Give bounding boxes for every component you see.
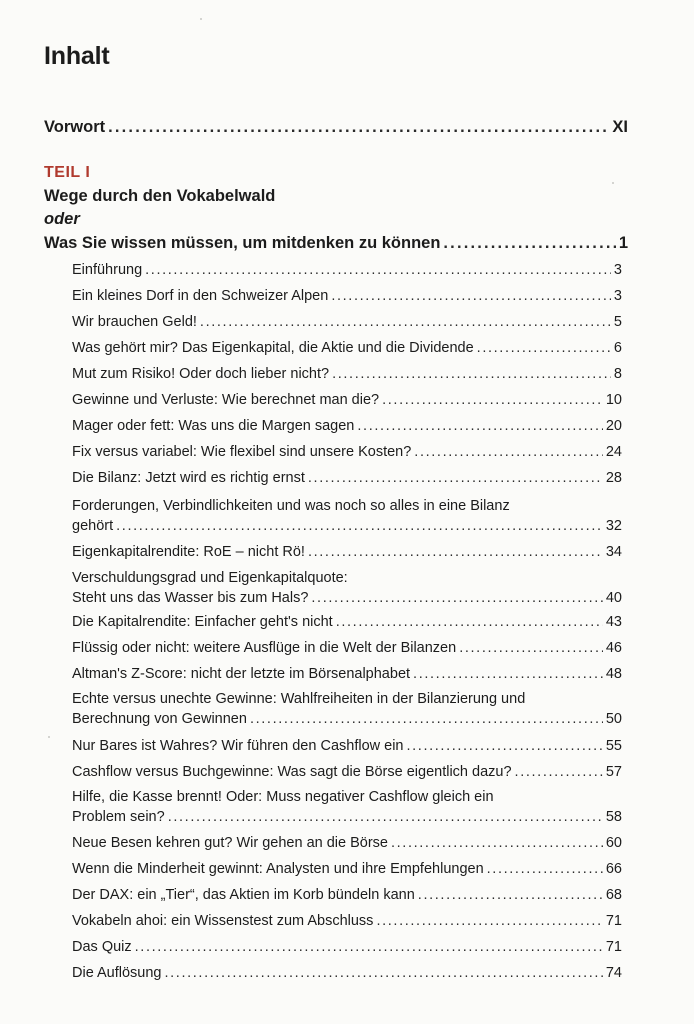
toc-entry-page: 71 [605, 913, 622, 929]
toc-entry [72, 887, 622, 903]
toc-entry-title: Wir brauchen Geld! [72, 314, 197, 330]
toc-entry-page: 66 [605, 861, 622, 877]
toc-entry-page: 60 [605, 835, 622, 851]
toc-entry-page: 3 [613, 288, 622, 304]
toc-entry-page: 68 [605, 887, 622, 903]
leader-dots [376, 913, 602, 929]
toc-entry [72, 809, 622, 825]
part-label: TEIL I [44, 164, 91, 181]
leader-dots [414, 444, 603, 460]
toc-entry-title: Cashflow versus Buchgewinne: Was sagt die Börse eigentlich dazu? [72, 764, 512, 780]
leader-dots [459, 640, 603, 656]
toc-entry [72, 314, 622, 330]
toc-entry-page: 43 [605, 614, 622, 630]
toc-entry-page: 57 [605, 764, 622, 780]
toc-entry-title-line1: Verschuldungsgrad und Eigenkapitalquote: [72, 569, 348, 586]
toc-entry [72, 861, 622, 877]
leader-dots [515, 764, 603, 780]
leader-dots [308, 470, 603, 486]
toc-entry-title: Problem sein? [72, 809, 165, 825]
toc-entry [72, 666, 622, 682]
toc-entry [72, 444, 622, 460]
toc-entry [72, 518, 622, 534]
toc-entry-page: 48 [605, 666, 622, 682]
leader-dots [168, 809, 603, 825]
leader-dots [487, 861, 603, 877]
toc-entry-title: Die Bilanz: Jetzt wird es richtig ernst [72, 470, 305, 486]
toc-entry-title: Gewinne und Verluste: Wie berechnet man die? [72, 392, 380, 408]
leader-dots [477, 340, 611, 356]
toc-entry-part [44, 234, 628, 253]
leader-dots [443, 234, 615, 253]
leader-dots [332, 366, 611, 382]
leader-dots [308, 544, 603, 560]
leader-dots [250, 711, 603, 727]
part-title-line2: oder [44, 210, 80, 228]
toc-entry-page: 55 [605, 738, 622, 754]
toc-entry-title-line1: Echte versus unechte Gewinne: Wahlfreiheiten in der Bilanzierung und [72, 690, 526, 707]
paper-speck [612, 182, 614, 184]
toc-entry [72, 835, 622, 851]
toc-entry-page: 58 [605, 809, 622, 825]
toc-entry-title: Eigenkapitalrendite: RoE – nicht Rö! [72, 544, 305, 560]
toc-entry [72, 418, 622, 434]
toc-entry [72, 544, 622, 560]
leader-dots [164, 965, 602, 981]
leader-dots [200, 314, 611, 330]
toc-entry [72, 965, 622, 981]
toc-entry-page: 1 [618, 234, 628, 252]
toc-entry-title: Altman's Z-Score: nicht der letzte im Börsenalphabet [72, 666, 411, 682]
leader-dots [391, 835, 603, 851]
page-title: Inhalt [44, 42, 110, 70]
toc-entry-page: 71 [605, 939, 622, 955]
toc-entry-page: 10 [605, 392, 622, 408]
leader-dots [311, 590, 602, 606]
toc-entry [72, 913, 622, 929]
toc-entry-page: 50 [605, 711, 622, 727]
toc-entry [72, 939, 622, 955]
toc-entry-page: 40 [605, 590, 622, 606]
toc-entry-page: 20 [605, 418, 622, 434]
toc-entry [72, 711, 622, 727]
toc-entry-title: Nur Bares ist Wahres? Wir führen den Cashflow ein [72, 738, 404, 754]
toc-entry-title: Vokabeln ahoi: ein Wissenstest zum Abschluss [72, 913, 374, 929]
toc-entry-page: XI [612, 118, 628, 136]
toc-entry-page: 24 [605, 444, 622, 460]
leader-dots [331, 288, 611, 304]
part-title-line1: Wege durch den Vokabelwald [44, 187, 276, 205]
toc-entry-title: Was Sie wissen müssen, um mitdenken zu können [44, 234, 441, 252]
toc-entry [72, 590, 622, 606]
toc-entry-title-line1: Forderungen, Verbindlichkeiten und was noch so alles in eine Bilanz [72, 497, 510, 514]
toc-entry-page: 5 [613, 314, 622, 330]
toc-entry-title-line1: Hilfe, die Kasse brennt! Oder: Muss negativer Cashflow gleich ein [72, 788, 494, 805]
toc-entry [72, 392, 622, 408]
toc-entry-title: Neue Besen kehren gut? Wir gehen an die Börse [72, 835, 388, 851]
toc-entry-title: Flüssig oder nicht: weitere Ausflüge in die Welt der Bilanzen [72, 640, 457, 656]
toc-entry [72, 262, 622, 278]
toc-entry-page: 3 [613, 262, 622, 278]
leader-dots [116, 518, 603, 534]
toc-entry-title: Die Auflösung [72, 965, 162, 981]
leader-dots [135, 939, 603, 955]
toc-entry-page: 28 [605, 470, 622, 486]
toc-entry [72, 340, 622, 356]
toc-entry [72, 366, 622, 382]
toc-entry [72, 288, 622, 304]
leader-dots [108, 118, 609, 137]
toc-entry-title: Das Quiz [72, 939, 132, 955]
toc-entry [72, 764, 622, 780]
toc-entry-title: Fix versus variabel: Wie flexibel sind unsere Kosten? [72, 444, 412, 460]
toc-entry [72, 470, 622, 486]
toc-entry-page: 74 [605, 965, 622, 981]
toc-entry [72, 640, 622, 656]
toc-entry-title: Mut zum Risiko! Oder doch lieber nicht? [72, 366, 330, 382]
leader-dots [418, 887, 603, 903]
toc-entry-page: 6 [613, 340, 622, 356]
toc-entry-title: Was gehört mir? Das Eigenkapital, die Aktie und die Dividende [72, 340, 474, 356]
toc-entry-page: 34 [605, 544, 622, 560]
toc-entry-title: Berechnung von Gewinnen [72, 711, 247, 727]
paper-speck [48, 736, 50, 738]
leader-dots [357, 418, 602, 434]
toc-entry-title: Mager oder fett: Was uns die Margen sagen [72, 418, 355, 434]
toc-entry [72, 614, 622, 630]
toc-entry [72, 738, 622, 754]
toc-entry-title: Ein kleines Dorf in den Schweizer Alpen [72, 288, 329, 304]
toc-entry-page: 46 [605, 640, 622, 656]
toc-entry-title: gehört [72, 518, 114, 534]
toc-entry-foreword [44, 118, 628, 137]
toc-entry-page: 32 [605, 518, 622, 534]
toc-entry-title: Die Kapitalrendite: Einfacher geht's nicht [72, 614, 333, 630]
leader-dots [406, 738, 602, 754]
toc-entry-title: Steht uns das Wasser bis zum Hals? [72, 590, 309, 606]
paper-speck [200, 18, 202, 20]
leader-dots [336, 614, 603, 630]
leader-dots [145, 262, 611, 278]
toc-entry-title: Der DAX: ein „Tier“, das Aktien im Korb bündeln kann [72, 887, 415, 903]
toc-entry-page: 8 [613, 366, 622, 382]
toc-entry-title: Wenn die Minderheit gewinnt: Analysten und ihre Empfehlungen [72, 861, 484, 877]
toc-entry-title: Einführung [72, 262, 143, 278]
leader-dots [382, 392, 603, 408]
toc-entry-title: Vorwort [44, 118, 106, 136]
leader-dots [413, 666, 603, 682]
